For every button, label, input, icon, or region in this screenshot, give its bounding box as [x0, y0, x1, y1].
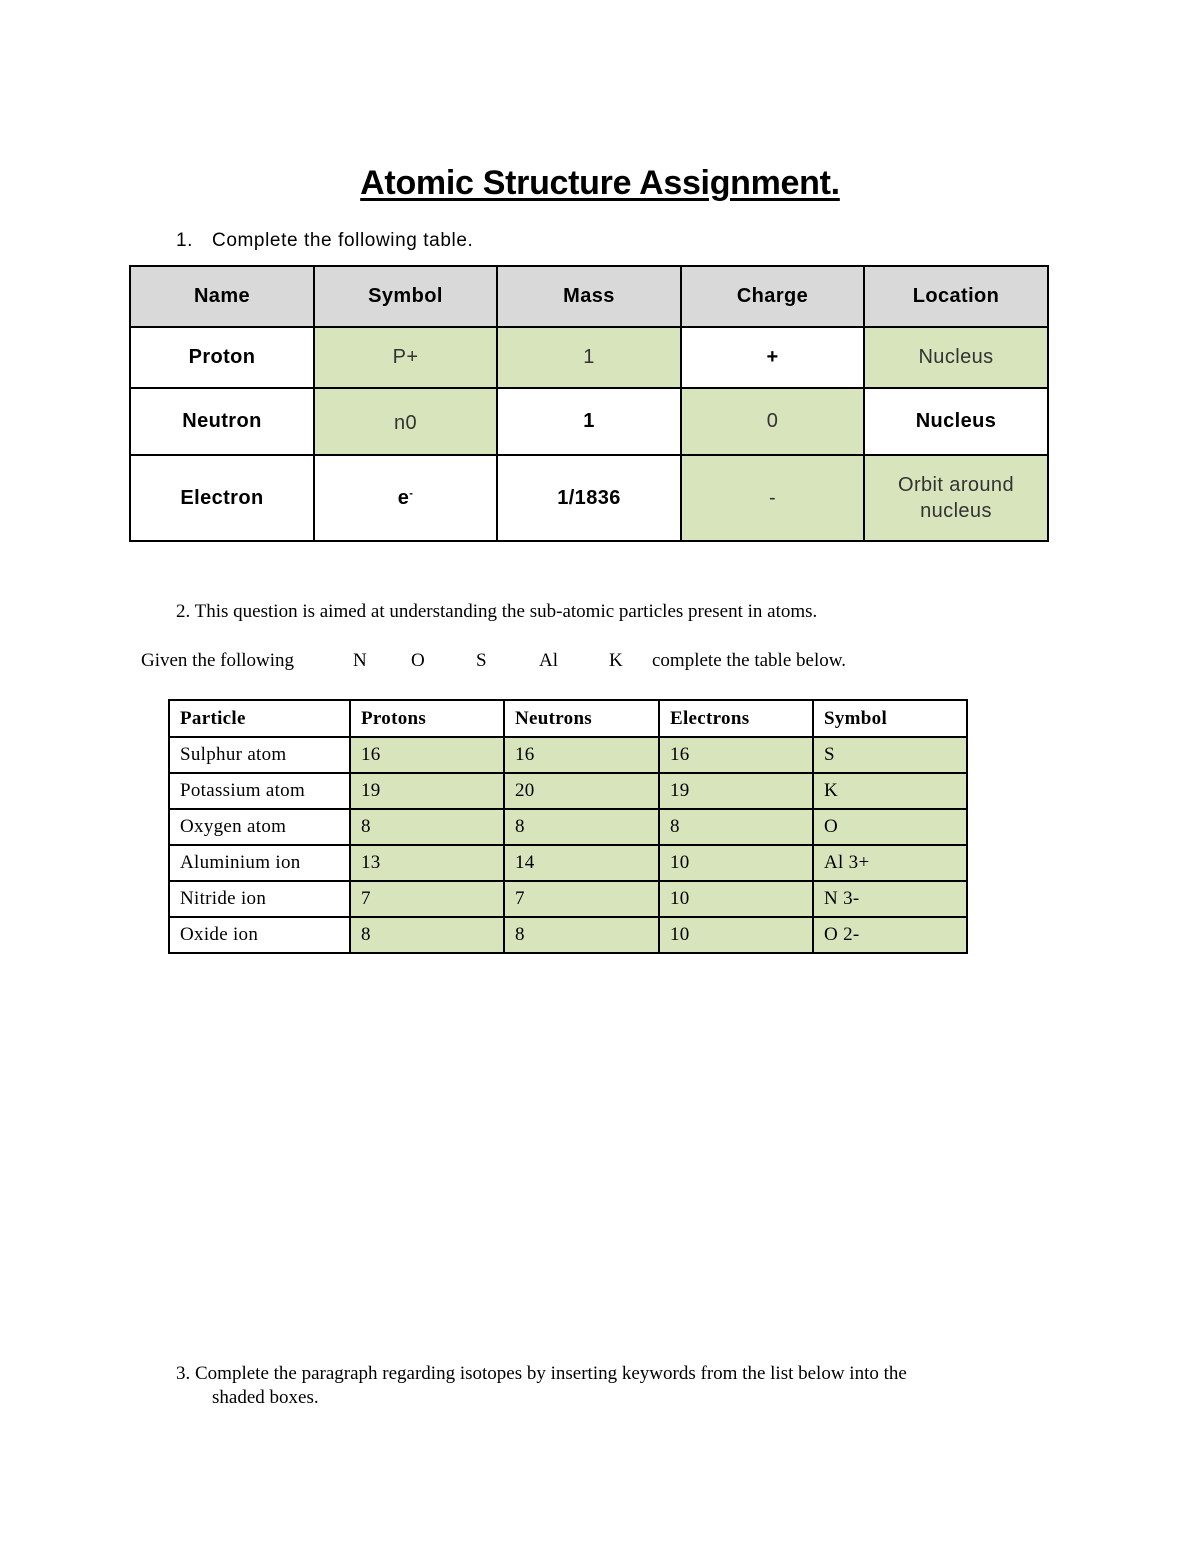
- answer-cell[interactable]: 16: [350, 737, 504, 773]
- header-symbol: Symbol: [813, 700, 967, 737]
- table-row: [169, 845, 967, 881]
- answer-cell[interactable]: 14: [504, 845, 659, 881]
- cell-particle: Sulphur atom: [169, 737, 350, 773]
- question-1-text: Complete the following table.: [212, 230, 474, 251]
- table-row: [169, 917, 967, 953]
- particles-table: [129, 265, 1049, 542]
- answer-cell[interactable]: 8: [350, 917, 504, 953]
- table-row: [130, 327, 1048, 388]
- subatomic-table: [168, 699, 968, 954]
- cell-charge: +: [681, 327, 864, 388]
- cell-symbol: [314, 455, 497, 541]
- answer-cell[interactable]: 7: [350, 881, 504, 917]
- given-suffix: complete the table below.: [652, 650, 846, 671]
- answer-cell[interactable]: 10: [659, 881, 813, 917]
- element-n: N: [353, 650, 367, 671]
- element-o: O: [411, 650, 425, 671]
- answer-cell[interactable]: 8: [659, 809, 813, 845]
- table-row: [130, 455, 1048, 541]
- table-row: [169, 773, 967, 809]
- cell-location: Nucleus: [864, 388, 1048, 455]
- answer-cell-charge[interactable]: 0: [681, 388, 864, 455]
- cell-particle: Aluminium ion: [169, 845, 350, 881]
- header-protons: Protons: [350, 700, 504, 737]
- answer-cell[interactable]: K: [813, 773, 967, 809]
- answer-cell[interactable]: 19: [659, 773, 813, 809]
- answer-cell[interactable]: 8: [504, 809, 659, 845]
- cell-name: Electron: [130, 455, 314, 541]
- question-3-line-2: shaded boxes.: [212, 1387, 319, 1408]
- header-neutrons: Neutrons: [504, 700, 659, 737]
- element-al: Al: [539, 650, 558, 671]
- electron-symbol-sup: -: [409, 486, 414, 499]
- table-row: [130, 388, 1048, 455]
- table-row: [169, 737, 967, 773]
- answer-cell-charge[interactable]: -: [681, 455, 864, 541]
- table-header-row: [169, 700, 967, 737]
- answer-cell[interactable]: 20: [504, 773, 659, 809]
- question-1: [176, 230, 473, 252]
- question-1-number: 1.: [176, 230, 194, 251]
- answer-cell[interactable]: 8: [504, 917, 659, 953]
- cell-name: Neutron: [130, 388, 314, 455]
- header-particle: Particle: [169, 700, 350, 737]
- question-3-line-1: 3. Complete the paragraph regarding isotopes by inserting keywords from the list below into the: [176, 1363, 907, 1384]
- location-line-2: nucleus: [920, 500, 992, 522]
- answer-cell[interactable]: O 2-: [813, 917, 967, 953]
- page-title: Atomic Structure Assignment.: [360, 164, 840, 202]
- header-charge: Charge: [681, 266, 864, 327]
- answer-cell[interactable]: N 3-: [813, 881, 967, 917]
- answer-cell-location[interactable]: [864, 455, 1048, 541]
- answer-cell[interactable]: 7: [504, 881, 659, 917]
- answer-cell-symbol[interactable]: n0: [314, 388, 497, 455]
- location-line-1: Orbit around: [898, 474, 1014, 496]
- cell-name: Proton: [130, 327, 314, 388]
- answer-cell[interactable]: O: [813, 809, 967, 845]
- header-mass: Mass: [497, 266, 681, 327]
- question-3: [176, 1362, 1036, 1410]
- element-k: K: [609, 650, 623, 671]
- answer-cell[interactable]: 16: [504, 737, 659, 773]
- answer-cell[interactable]: 10: [659, 917, 813, 953]
- table-row: [169, 809, 967, 845]
- electron-symbol: e: [397, 486, 410, 509]
- cell-mass: 1: [497, 388, 681, 455]
- answer-cell[interactable]: 16: [659, 737, 813, 773]
- answer-cell[interactable]: 13: [350, 845, 504, 881]
- cell-particle: Nitride ion: [169, 881, 350, 917]
- cell-particle: Potassium atom: [169, 773, 350, 809]
- answer-cell[interactable]: 8: [350, 809, 504, 845]
- answer-cell-mass[interactable]: 1: [497, 327, 681, 388]
- cell-particle: Oxygen atom: [169, 809, 350, 845]
- header-symbol: Symbol: [314, 266, 497, 327]
- answer-cell-symbol[interactable]: P+: [314, 327, 497, 388]
- table-row: [169, 881, 967, 917]
- header-electrons: Electrons: [659, 700, 813, 737]
- question-2: 2. This question is aimed at understanding the sub-atomic particles present in atoms.: [176, 601, 818, 622]
- answer-cell[interactable]: 19: [350, 773, 504, 809]
- answer-cell[interactable]: Al 3+: [813, 845, 967, 881]
- cell-particle: Oxide ion: [169, 917, 350, 953]
- element-s: S: [476, 650, 487, 671]
- answer-cell[interactable]: 10: [659, 845, 813, 881]
- answer-cell[interactable]: S: [813, 737, 967, 773]
- header-location: Location: [864, 266, 1048, 327]
- cell-mass: 1/1836: [497, 455, 681, 541]
- header-name: Name: [130, 266, 314, 327]
- table-header-row: [130, 266, 1048, 327]
- answer-cell-location[interactable]: Nucleus: [864, 327, 1048, 388]
- given-prefix: Given the following: [141, 650, 295, 671]
